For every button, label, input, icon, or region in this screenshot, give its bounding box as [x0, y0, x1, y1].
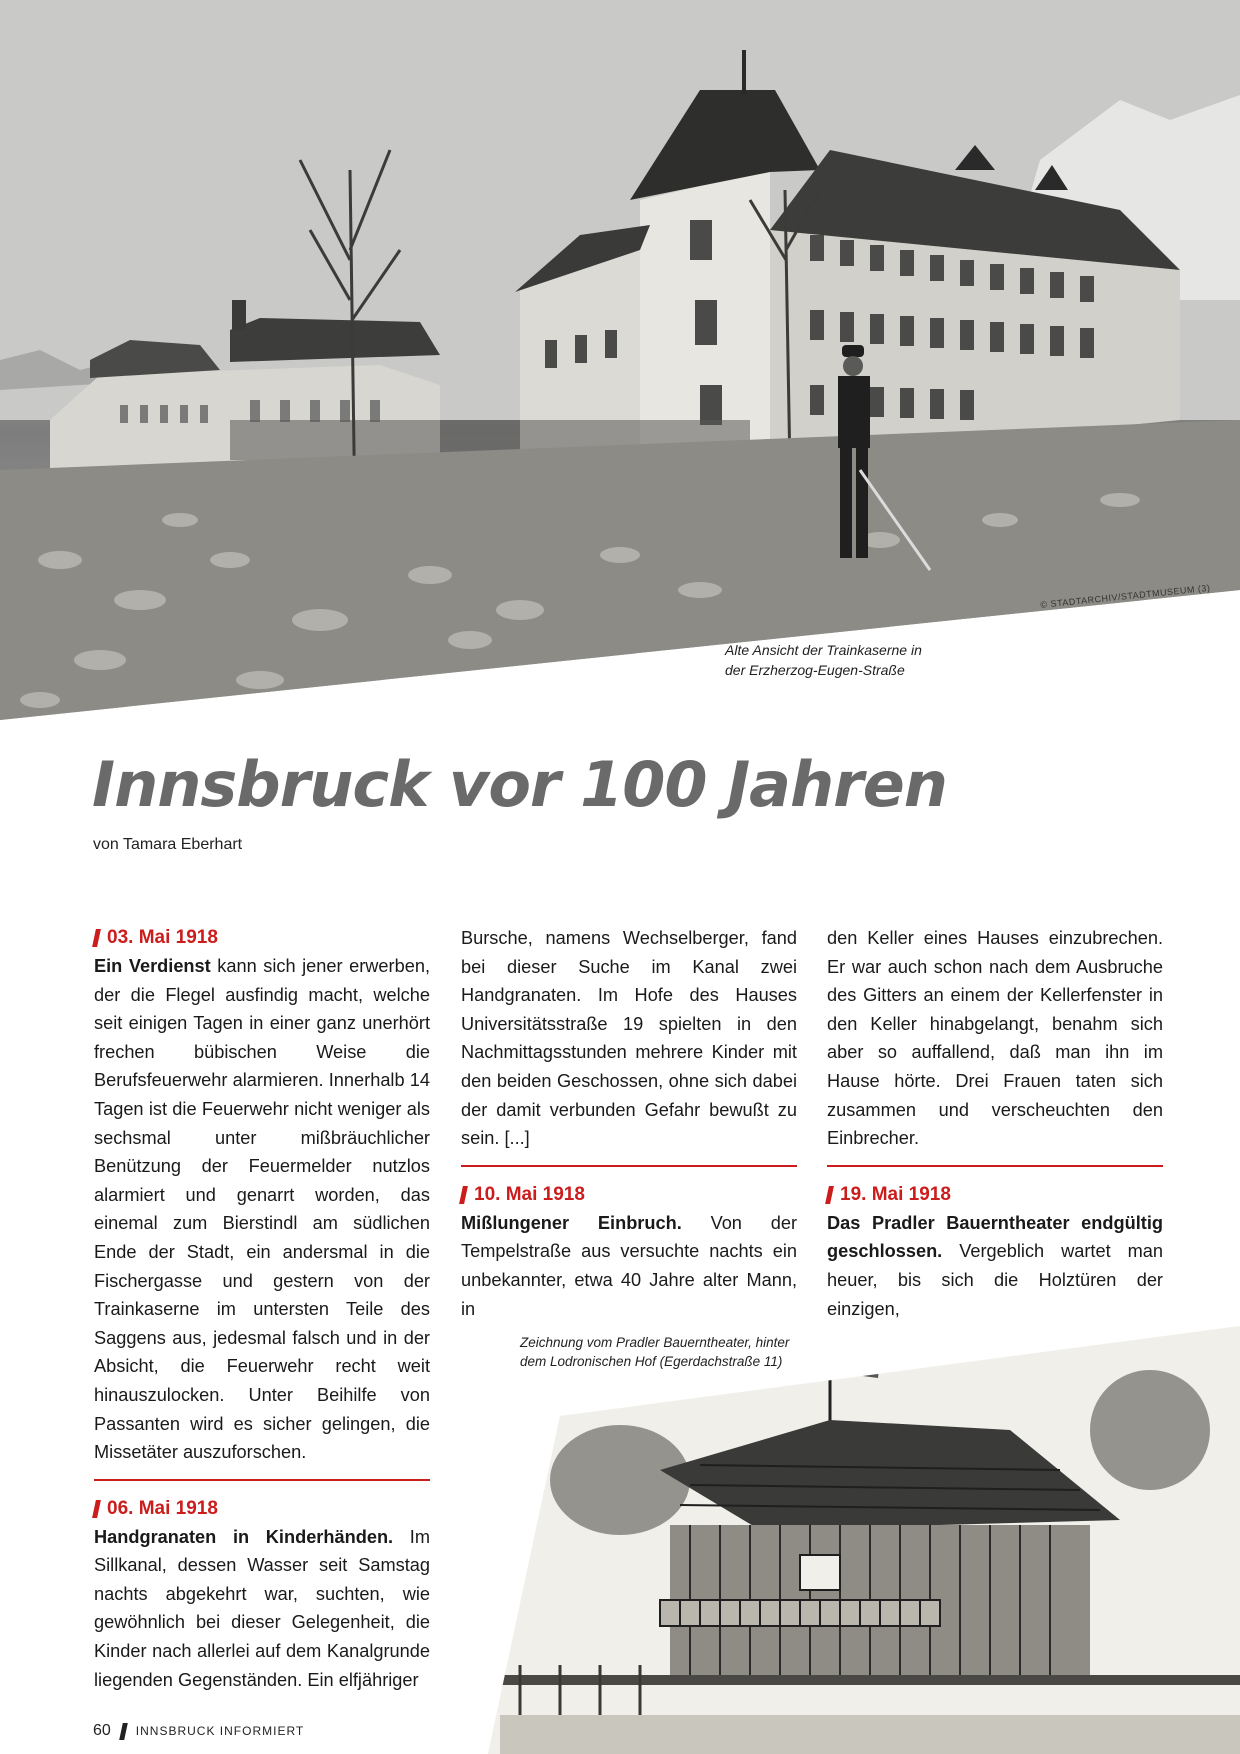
slash-marker-icon	[825, 1186, 834, 1204]
caption-line: der Erzherzog-Eugen-Straße	[725, 662, 905, 678]
article-date	[94, 1495, 430, 1523]
article-date	[94, 924, 430, 952]
article-text: Von der Tempelstraße aus versuchte nachts ein unbekannter, etwa 40 Jahre alter Mann, in	[461, 1212, 797, 1319]
section-divider	[827, 1165, 1163, 1167]
page-footer	[93, 1722, 304, 1740]
section-divider	[94, 1479, 430, 1481]
column-2	[461, 924, 797, 1323]
date-text: 10. Mai 1918	[474, 1183, 585, 1205]
publication-name: INNSBRUCK INFORMIERT	[135, 1724, 305, 1738]
page-number: 60	[93, 1722, 111, 1739]
slash-separator-icon	[119, 1723, 128, 1740]
date-text: 03. Mai 1918	[107, 927, 218, 948]
byline: von Tamara Eberhart	[93, 836, 243, 853]
article-body	[94, 1523, 430, 1695]
article-date	[827, 1181, 1163, 1209]
date-text: 06. Mai 1918	[107, 1497, 218, 1519]
column-3	[827, 924, 1163, 1323]
photo-credit: © STADTARCHIV/STADTMUSEUM (3)	[1040, 582, 1211, 610]
article-headline: Ein Verdienst	[94, 956, 211, 976]
column-1	[94, 924, 430, 1694]
caption-line: dem Lodronischen Hof (Egerdachstraße 11)	[520, 1354, 783, 1369]
barracks-photo-illustration	[0, 0, 1240, 720]
section-divider	[461, 1165, 797, 1167]
article-headline: Mißlungener Einbruch.	[461, 1212, 682, 1233]
article-body	[461, 1209, 797, 1323]
article-text: Vergeblich wartet man heuer, bis sich die Holztüren der einzigen,	[827, 1241, 1163, 1319]
article-continuation: den Keller eines Hauses einzubrechen. Er war auch schon nach dem Ausbruche des Gitters an einem der Kellerfenster in den Keller hinabgelangt, benahm sich aber so auffallend, daß man ihn im Hause hörte. Drei Frauen taten sich zusammen und verscheuchten den Einbrecher.	[827, 928, 1163, 1149]
date-text: 19. Mai 1918	[840, 1183, 951, 1205]
article-text: Im Sillkanal, dessen Wasser seit Samstag nachts abgekehrt war, suchten, wie gewöhnlich bei dieser Gelegenheit, die Kinder nach allerlei auf dem Kanalgrunde liegenden Gegenständen. Ein elfjähriger	[94, 1526, 430, 1690]
article-date	[461, 1181, 797, 1209]
caption-line: Alte Ansicht der Trainkaserne in	[725, 642, 922, 658]
caption-line: Zeichnung vom Pradler Bauerntheater, hinter	[520, 1335, 790, 1350]
slash-marker-icon	[92, 1500, 101, 1518]
page-title: Innsbruck vor 100 Jahren	[92, 748, 947, 821]
article-headline: Handgranaten in Kinderhänden.	[94, 1526, 394, 1547]
top-photo	[0, 0, 1240, 720]
article-body	[827, 1209, 1163, 1323]
drawing-caption	[520, 1333, 820, 1371]
article-body	[94, 952, 430, 1467]
slash-marker-icon	[92, 929, 101, 947]
article-headline: Das Pradler Bauerntheater endgültig geschlossen.	[827, 1212, 1163, 1262]
article-text: kann sich jener erwerben, der die Flegel ausfindig macht, welche seit einigen Tagen in einer ganz unerhört frechen bübischen Weise die Berufsfeuerwehr alarmieren. Innerhalb 14 Tagen ist die Feuerwehr nicht weniger als sechsmal unter mißbräuchlicher Benützung der Feuermelder nutzlos alarmiert und genarrt worden, das einemal zum Bierstindl am südlichen Ende der Stadt, ein andersmal in die Fischergasse und gestern von der Trainkaserne im untersten Teile des Saggens aus, jedesmal falsch und in der Absicht, die Feuerwehr recht weit hinauszulocken. Unter Beihilfe von Passanten wird es sicher gelingen, die Missetäter auszuforschen.	[94, 956, 430, 1463]
slash-marker-icon	[459, 1186, 468, 1204]
article-continuation: Bursche, namens Wechselberger, fand bei dieser Suche im Kanal zwei Handgranaten. Im Hofe des Hauses Universitätsstraße 19 spielten in den Nachmittagsstunden mehrere Kinder mit den beiden Geschossen, ohne sich dabei der damit verbunden Gefahr bewußt zu sein. [...]	[461, 928, 797, 1149]
top-photo-caption	[725, 640, 985, 680]
